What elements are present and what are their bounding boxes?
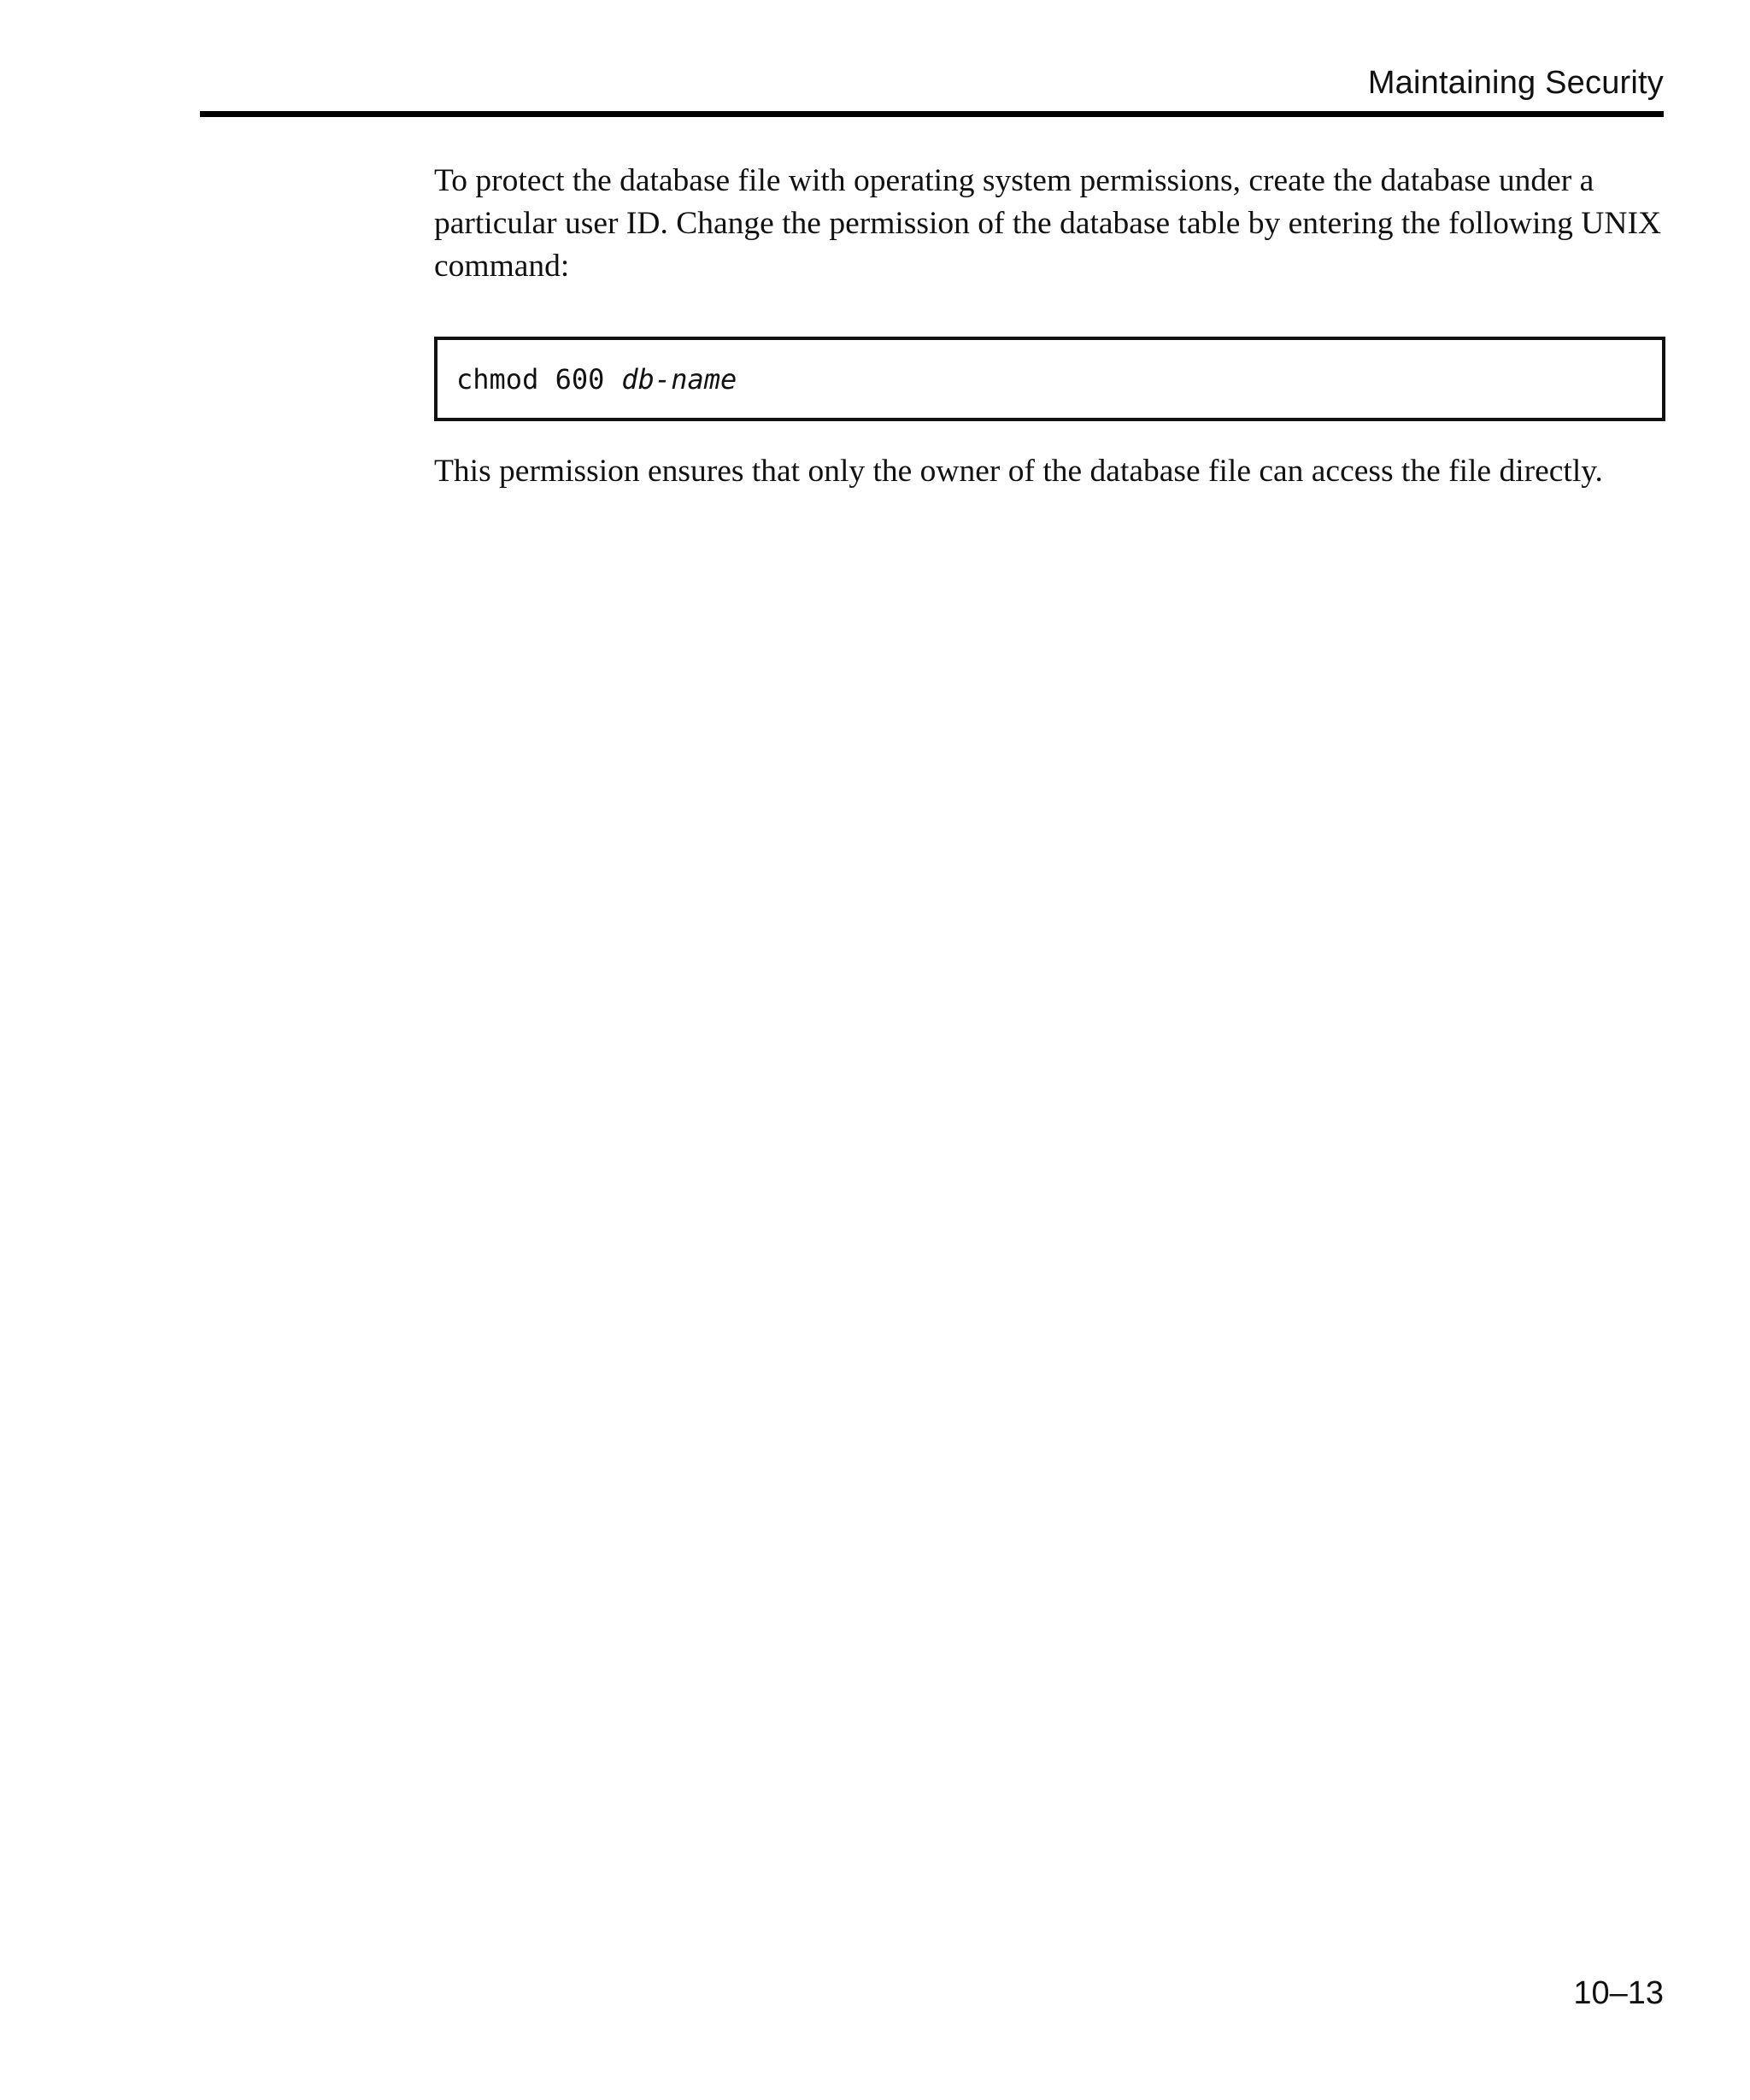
- header-rule: [200, 111, 1664, 117]
- running-header: Maintaining Security: [1367, 65, 1664, 101]
- intro-paragraph: To protect the database file with operating system permissions, create the database under a particular user ID. Change the permission of the database table by entering the following UNIX command:: [434, 163, 1662, 284]
- permission-paragraph: This permission ensures that only the owner of the database file can access the file directly.: [434, 454, 1603, 489]
- code-example: [434, 337, 1665, 421]
- body-column: [434, 160, 1665, 493]
- code-argument: db-name: [621, 362, 737, 396]
- code-command: chmod 600: [456, 362, 605, 396]
- page-number: 10–13: [1573, 1975, 1664, 2011]
